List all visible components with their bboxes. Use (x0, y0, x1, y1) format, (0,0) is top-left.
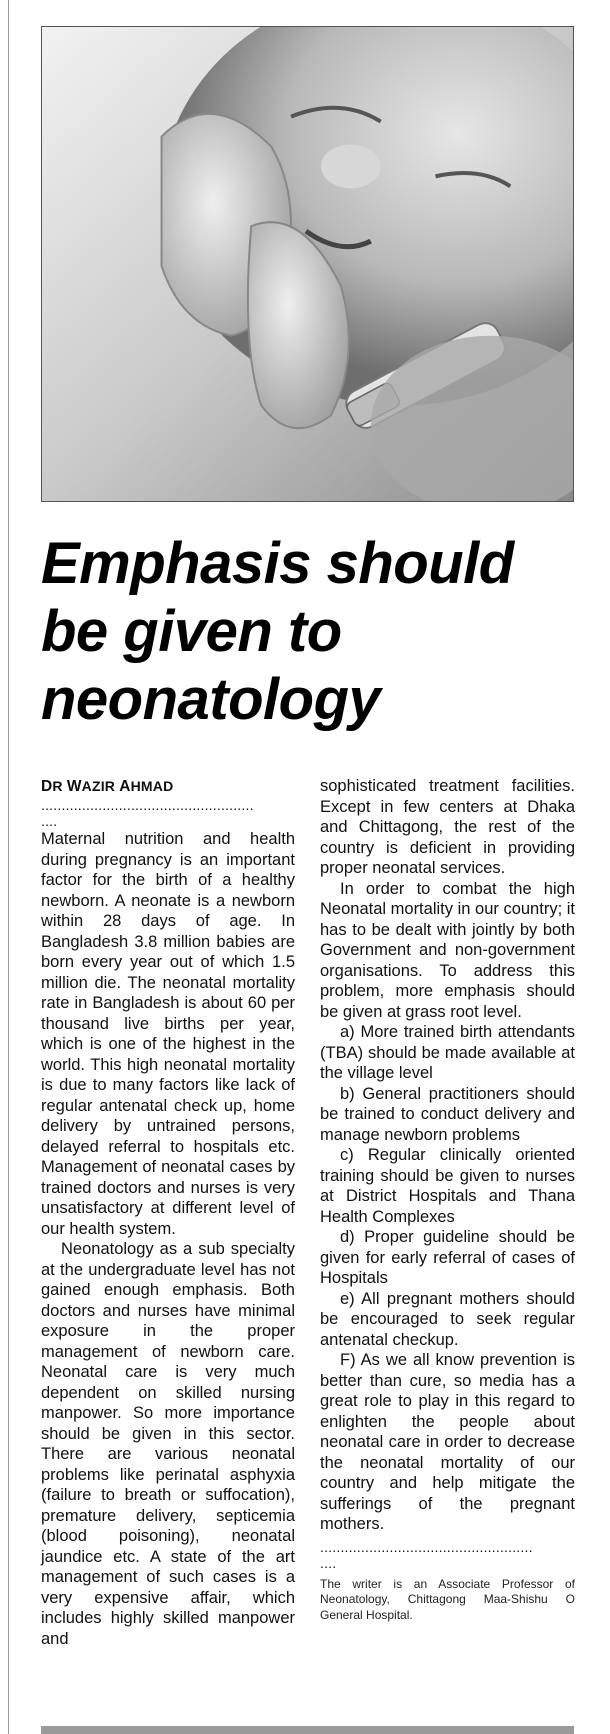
article-column-left (41, 776, 295, 1649)
list-item: d) Proper guideline should be given for early referral of cases of Hospitals (320, 1228, 575, 1287)
list-item: b) General practitioners should be trained to conduct delivery and manage newborn problems (320, 1084, 575, 1144)
byline: DR WAZIR AHMAD (41, 778, 174, 795)
headline-line-1: Emphasis should (41, 531, 514, 596)
paragraph: Neonatology as a sub specialty at the undergraduate level has not gained enough emphasis. Both doctors and nurses have minimal exposure in the proper management of newborn care. Neonatal care is very much dependent on skilled nursing manpower. So more importance should be given in this sector. There are various neonatal problems like perinatal asphyxia (failure to breath or suffocation), premature delivery, septicemia (blood poisoning), neonatal jaundice etc. A state of the art management of such cases is a very expensive affair, which includes highly skilled manpower and (41, 1240, 295, 1648)
article-column-right (320, 776, 575, 1623)
end-separator: .................................................... (320, 1538, 533, 1555)
list-item: F) As we all know prevention is better than cure, so media has a great role to play in this regard to enlighten the people about neonatal care in order to decrease the neonatal mortality of our country and help mitigate the sufferings of the pregnant mothers. (320, 1351, 575, 1533)
end-separator-tail: .... (320, 1554, 337, 1571)
column-rule (8, 0, 9, 1734)
newborn-photo-illustration (42, 27, 573, 501)
article-headline (41, 530, 601, 734)
list-item: c) Regular clinically oriented training should be given to nurses at District Hospitals and Thana Health Complexes (320, 1146, 575, 1226)
byline-separator-tail: .... (41, 813, 58, 829)
headline-line-2: be given to (41, 599, 342, 664)
newborn-photo (41, 26, 574, 502)
list-item: a) More trained birth attendants (TBA) should be made available at the village level (320, 1023, 575, 1082)
headline-line-3: neonatology (41, 667, 381, 732)
author-footnote: The writer is an Associate Professor of Neonatology, Chittagong Maa-Shishu O General Hospital. (320, 1576, 575, 1622)
byline-separator: .................................................... (41, 797, 254, 813)
paragraph: In order to combat the high Neonatal mortality in our country; it has to be dealt with jointly by both Government and non-government organisations. To address this problem, more emphasis should be given at grass root level. (320, 879, 575, 1021)
paragraph: sophisticated treatment facilities. Except in few centers at Dhaka and Chittagong, the rest of the country is deficient in providing proper neonatal services. (320, 777, 575, 877)
list-item: e) All pregnant mothers should be encouraged to seek regular antenatal checkup. (320, 1289, 575, 1349)
paragraph: Maternal nutrition and health during pregnancy is an important factor for the birth of a healthy newborn. A neonate is a newborn within 28 days of age. In Bangladesh 3.8 million babies are born every year out of which 1.5 million die. The neonatal mortality rate in Bangladesh is about 60 per thousand live births per year, which is one of the highest in the world. This high neonatal mortality is due to many factors like lack of regular antenatal check up, home delivery by untrained persons, delayed referral to hospitals etc. Management of neonatal cases by trained doctors and nurses is very unsatisfactory at different level of our health system. (41, 830, 295, 1238)
bottom-rule (41, 1726, 574, 1734)
